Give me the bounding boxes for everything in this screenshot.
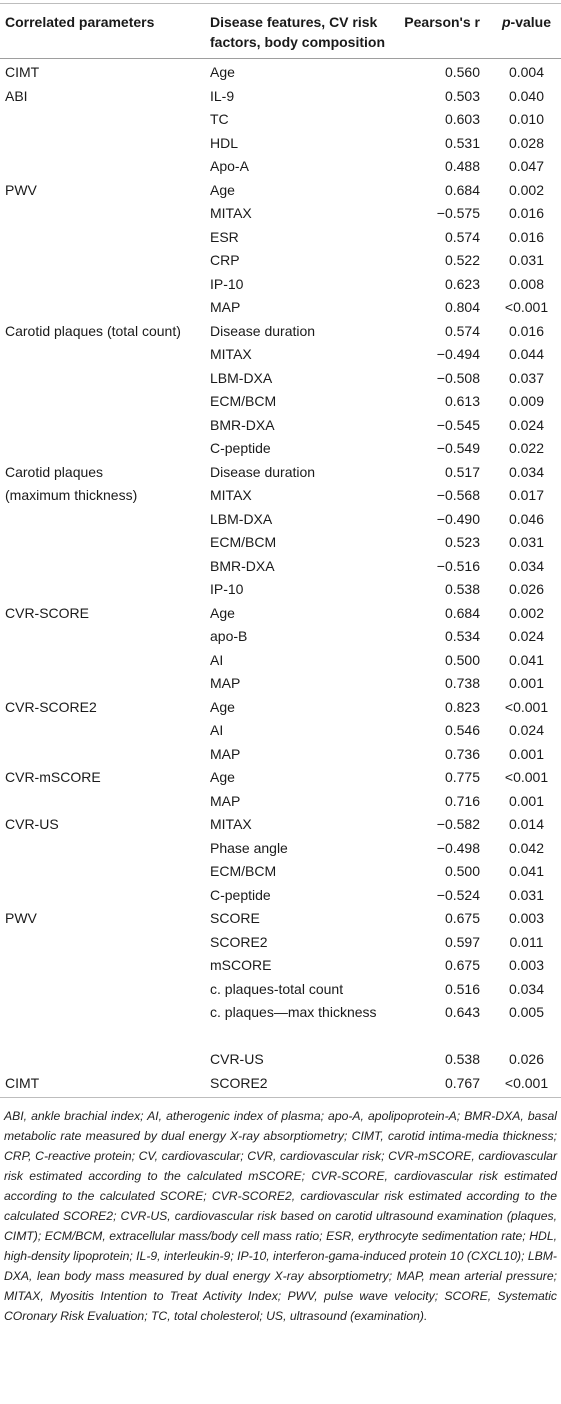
cell-p-value: 0.014: [508, 816, 545, 832]
cell-correlated-parameter: [0, 886, 210, 910]
table-row: [0, 87, 561, 111]
cell-feature: LBM-DXA: [210, 369, 273, 386]
cell-pearsons-r: −0.494: [436, 346, 480, 362]
cell-p-value: 0.008: [508, 275, 545, 292]
table-row: [0, 627, 561, 651]
cell-feature: mSCORE: [210, 957, 272, 973]
cell-feature: Age: [210, 181, 235, 198]
table-row: [0, 839, 561, 863]
header-pearsons-r: Pearson's r: [404, 14, 480, 30]
cell-feature: c. plaques—max thickness: [210, 1004, 377, 1020]
header-p-italic: p: [501, 14, 511, 30]
cell-p-value: 0.041: [508, 863, 545, 879]
table-row: [0, 651, 561, 675]
table-row: [0, 157, 561, 181]
cell-p-value: 0.009: [508, 393, 545, 409]
cell-pearsons-r: 0.716: [444, 792, 480, 809]
cell-feature: Disease duration: [210, 322, 316, 339]
table-header-row: [0, 4, 561, 58]
cell-correlated-parameter: [0, 674, 210, 698]
cell-feature: AI: [210, 722, 224, 738]
table-row: [0, 1074, 561, 1098]
cell-pearsons-r: 0.684: [444, 604, 480, 621]
cell-feature: c. plaques-total count: [210, 980, 344, 997]
cell-p-value: 0.026: [508, 1051, 545, 1067]
table-row: [0, 251, 561, 275]
cell-feature: BMR-DXA: [210, 416, 275, 433]
cell-p-value: 0.003: [508, 910, 545, 926]
table-row: [0, 298, 561, 322]
cell-pearsons-r: 0.560: [444, 64, 480, 80]
cell-pearsons-r: 0.534: [444, 628, 480, 644]
cell-feature: MITAX: [210, 205, 252, 221]
cell-feature: Phase angle: [210, 839, 288, 856]
table-row: [0, 416, 561, 440]
cell-pearsons-r: 0.574: [444, 228, 480, 245]
table-row: [0, 204, 561, 228]
cell-p-value: <0.001: [504, 769, 549, 785]
cell-feature: IP-10: [210, 275, 244, 292]
cell-correlated-parameter: Carotid plaques (total count): [5, 322, 181, 339]
cell-pearsons-r: 0.675: [444, 957, 480, 973]
cell-p-value: 0.046: [508, 510, 545, 527]
table-row: [0, 486, 561, 510]
table-row: [0, 345, 561, 369]
table-row: [0, 792, 561, 816]
cell-correlated-parameter: [0, 580, 210, 604]
cell-p-value: 0.041: [508, 651, 545, 668]
cell-feature: IL-9: [210, 87, 235, 104]
cell-feature: Age: [210, 64, 235, 80]
cell-feature: MITAX: [210, 816, 252, 832]
cell-feature: IP-10: [210, 581, 244, 597]
cell-pearsons-r: 0.775: [444, 769, 480, 785]
cell-p-value: 0.031: [508, 886, 545, 903]
cell-correlated-parameter: CIMT: [5, 1074, 40, 1091]
table-row: [0, 392, 561, 416]
cell-pearsons-r: 0.538: [444, 1051, 480, 1067]
cell-feature: MAP: [210, 675, 241, 691]
cell-correlated-parameter: [0, 392, 210, 416]
cell-pearsons-r: 0.736: [444, 745, 480, 762]
table-row: [0, 557, 561, 581]
correlation-table: [0, 4, 561, 58]
cell-feature: ECM/BCM: [210, 393, 277, 409]
cell-correlated-parameter: [0, 345, 210, 369]
cell-p-value: <0.001: [504, 698, 549, 715]
cell-correlated-parameter: CVR-mSCORE: [5, 769, 101, 785]
cell-p-value: 0.016: [508, 205, 545, 221]
table-row: [0, 768, 561, 792]
table-row: [0, 698, 561, 722]
cell-feature: CRP: [210, 252, 240, 268]
table-row: [0, 510, 561, 534]
cell-correlated-parameter: [0, 1003, 210, 1050]
cell-correlated-parameter: CVR-SCORE: [5, 604, 90, 621]
cell-pearsons-r: −0.516: [436, 557, 480, 574]
cell-correlated-parameter: ABI: [5, 87, 28, 104]
header-p-value: [492, 4, 561, 58]
cell-p-value: 0.001: [508, 792, 545, 809]
cell-p-value: 0.024: [508, 416, 545, 433]
cell-p-value: 0.016: [508, 322, 545, 339]
cell-correlated-parameter: [0, 298, 210, 322]
cell-p-value: 0.001: [508, 675, 545, 691]
cell-pearsons-r: 0.613: [444, 393, 480, 409]
table-row: [0, 369, 561, 393]
table-row: [0, 110, 561, 134]
cell-p-value: 0.024: [508, 628, 545, 644]
cell-feature: HDL: [210, 134, 239, 151]
cell-feature: C-peptide: [210, 440, 271, 456]
cell-correlated-parameter: CVR-US: [5, 816, 59, 832]
cell-correlated-parameter: [0, 557, 210, 581]
cell-correlated-parameter: [0, 933, 210, 957]
cell-p-value: 0.001: [508, 745, 545, 762]
table-row: [0, 886, 561, 910]
cell-correlated-parameter: [0, 839, 210, 863]
cell-feature: LBM-DXA: [210, 510, 273, 527]
cell-correlated-parameter: [0, 651, 210, 675]
header-disease-features: Disease features, CV risk factors, body composition: [210, 14, 386, 50]
cell-pearsons-r: 0.546: [444, 722, 480, 738]
cell-correlated-parameter: [0, 510, 210, 534]
cell-correlated-parameter: CIMT: [5, 64, 40, 80]
cell-correlated-parameter: [0, 533, 210, 557]
cell-pearsons-r: 0.522: [444, 252, 480, 268]
table-row: [0, 815, 561, 839]
cell-pearsons-r: 0.675: [444, 910, 480, 926]
table-row: [0, 228, 561, 252]
cell-feature: Age: [210, 698, 235, 715]
cell-feature: MAP: [210, 792, 241, 809]
table-footnote: ABI, ankle brachial index; AI, atherogenic index of plasma; apo-A, apolipoprotein-A; BMR-DXA, basal metabolic rate measured by dual energy X-ray absorptiometry; CIMT, carotid intima-media thickness; CRP, C-reactive protein; CV, cardiovascular; CVR, cardiovascular risk; CVR-mSCORE, cardiovascular risk estimated according to the calculated mSCORE; CVR-SCORE, cardiovascular risk estimated according to the calculated SCORE; CVR-SCORE2, cardiovascular risk estimated according to the calculated SCORE2; CVR-US, cardiovascular risk based on carotid ultrasound examination (plaques, CIMT); ECM/BCM, extracellular mass/body cell mass ratio; ESR, erythrocyte sedimentation rate; HDL, high-density lipoprotein; IL-9, interleukin-9; IP-10, interferon-gama-induced protein 10 (CXCL10); LBM-DXA, lean body mass measured by dual energy X-ray absorptiometry; MAP, mean arterial pressure; MITAX, Myositis Intention to Treat Activity Index; PWV, pulse wave velocity; SCORE, Systematic COronary Risk Evaluation; TC, total cholesterol; US, ultrasound (examination).: [4, 1109, 557, 1323]
cell-pearsons-r: 0.517: [444, 463, 480, 480]
cell-pearsons-r: 0.574: [444, 322, 480, 339]
cell-p-value: 0.024: [508, 722, 545, 738]
cell-pearsons-r: 0.767: [444, 1074, 480, 1091]
cell-p-value: 0.022: [508, 440, 545, 456]
cell-correlated-parameter: PWV: [5, 181, 37, 198]
table-row: [0, 862, 561, 886]
cell-p-value: 0.016: [508, 228, 545, 245]
cell-correlated-parameter: [0, 228, 210, 252]
cell-correlated-parameter: CVR-SCORE2: [5, 698, 97, 715]
cell-pearsons-r: −0.582: [436, 816, 480, 832]
cell-p-value: 0.031: [508, 252, 545, 268]
cell-pearsons-r: −0.498: [436, 839, 480, 856]
cell-p-value: 0.040: [508, 87, 545, 104]
cell-correlated-parameter: [0, 110, 210, 134]
table-row: [0, 1003, 561, 1050]
cell-pearsons-r: 0.684: [444, 181, 480, 198]
cell-p-value: 0.034: [508, 980, 545, 997]
cell-correlated-parameter: [0, 862, 210, 886]
cell-pearsons-r: −0.545: [436, 416, 480, 433]
cell-p-value: 0.010: [508, 111, 545, 127]
cell-pearsons-r: −0.549: [436, 440, 480, 456]
cell-feature: Age: [210, 604, 235, 621]
cell-feature: BMR-DXA: [210, 557, 275, 574]
table-row: [0, 933, 561, 957]
header-p-suffix: -value: [510, 14, 552, 30]
cell-feature: apo-B: [210, 628, 248, 644]
cell-pearsons-r: −0.490: [436, 510, 480, 527]
cell-pearsons-r: 0.643: [444, 1004, 480, 1020]
cell-feature: C-peptide: [210, 886, 271, 903]
cell-pearsons-r: 0.597: [444, 933, 480, 950]
table-row: [0, 674, 561, 698]
table-row: [0, 909, 561, 933]
cell-pearsons-r: 0.603: [444, 111, 480, 127]
cell-p-value: 0.034: [508, 463, 545, 480]
cell-correlated-parameter: [0, 956, 210, 980]
cell-p-value: 0.044: [508, 346, 545, 362]
cell-feature: MITAX: [210, 346, 252, 362]
cell-correlated-parameter: [0, 134, 210, 158]
cell-feature: Disease duration: [210, 463, 316, 480]
cell-p-value: 0.005: [508, 1004, 545, 1020]
table-row: [0, 59, 561, 87]
cell-feature: ESR: [210, 228, 239, 245]
cell-correlated-parameter: PWV: [5, 910, 37, 926]
table-row: [0, 134, 561, 158]
cell-pearsons-r: 0.738: [444, 675, 480, 691]
table-row: [0, 1050, 561, 1074]
cell-correlated-parameter: [0, 275, 210, 299]
cell-correlated-parameter: [0, 369, 210, 393]
cell-correlated-parameter: Carotid plaques: [5, 463, 104, 480]
cell-pearsons-r: 0.488: [444, 158, 480, 174]
correlation-table-body: [0, 59, 561, 1097]
cell-p-value: 0.037: [508, 369, 545, 386]
cell-pearsons-r: 0.503: [444, 87, 480, 104]
cell-pearsons-r: 0.500: [444, 651, 480, 668]
cell-p-value: 0.004: [508, 64, 545, 80]
cell-feature: MAP: [210, 745, 241, 762]
cell-p-value: 0.002: [508, 181, 545, 198]
cell-correlated-parameter: [0, 157, 210, 181]
table-row: [0, 580, 561, 604]
table-row: [0, 721, 561, 745]
cell-pearsons-r: 0.516: [444, 980, 480, 997]
cell-correlated-parameter: [0, 1050, 210, 1074]
cell-p-value: 0.003: [508, 957, 545, 973]
cell-correlated-parameter: [0, 204, 210, 228]
cell-pearsons-r: −0.524: [436, 886, 480, 903]
cell-pearsons-r: 0.531: [444, 134, 480, 151]
cell-p-value: 0.034: [508, 557, 545, 574]
cell-feature: SCORE2: [210, 933, 268, 950]
table-row: [0, 181, 561, 205]
cell-pearsons-r: −0.568: [436, 487, 480, 503]
cell-p-value: 0.011: [509, 933, 544, 950]
cell-feature: MAP: [210, 299, 241, 315]
cell-feature: Apo-A: [210, 158, 249, 174]
cell-p-value: 0.042: [508, 839, 545, 856]
cell-p-value: <0.001: [504, 1074, 549, 1091]
cell-feature: MITAX: [210, 487, 252, 503]
table-row: [0, 533, 561, 557]
cell-pearsons-r: 0.500: [444, 863, 480, 879]
cell-pearsons-r: −0.508: [436, 369, 480, 386]
cell-pearsons-r: 0.623: [444, 275, 480, 292]
cell-p-value: <0.001: [504, 299, 549, 315]
cell-p-value: 0.047: [508, 158, 545, 174]
cell-correlated-parameter: [0, 980, 210, 1004]
cell-correlated-parameter: [0, 439, 210, 463]
cell-correlated-parameter: [0, 627, 210, 651]
cell-correlated-parameter: [0, 721, 210, 745]
cell-pearsons-r: 0.823: [444, 698, 480, 715]
cell-pearsons-r: 0.523: [444, 534, 480, 550]
cell-feature: Age: [210, 769, 235, 785]
cell-p-value: 0.028: [508, 134, 545, 151]
table-row: [0, 745, 561, 769]
cell-correlated-parameter: [0, 745, 210, 769]
cell-feature: SCORE2: [210, 1074, 268, 1091]
cell-correlated-parameter: [0, 792, 210, 816]
header-correlated-parameters: Correlated parameters: [5, 14, 155, 30]
cell-correlated-parameter: (maximum thickness): [5, 487, 138, 503]
cell-pearsons-r: 0.804: [444, 299, 480, 315]
table-row: [0, 322, 561, 346]
cell-correlated-parameter: [0, 416, 210, 440]
cell-feature: AI: [210, 651, 224, 668]
cell-feature: ECM/BCM: [210, 863, 277, 879]
cell-p-value: 0.026: [508, 581, 545, 597]
table-row: [0, 956, 561, 980]
cell-p-value: 0.002: [508, 604, 545, 621]
cell-pearsons-r: 0.538: [444, 581, 480, 597]
cell-p-value: 0.031: [508, 534, 545, 550]
table-row: [0, 439, 561, 463]
cell-feature: SCORE: [210, 910, 260, 926]
cell-p-value: 0.017: [508, 487, 545, 503]
cell-pearsons-r: −0.575: [436, 205, 480, 221]
table-row: [0, 275, 561, 299]
cell-feature: ECM/BCM: [210, 534, 277, 550]
table-row: [0, 463, 561, 487]
cell-feature: CVR-US: [210, 1051, 264, 1067]
cell-correlated-parameter: [0, 251, 210, 275]
cell-feature: TC: [210, 111, 229, 127]
table-row: [0, 604, 561, 628]
table-row: [0, 980, 561, 1004]
